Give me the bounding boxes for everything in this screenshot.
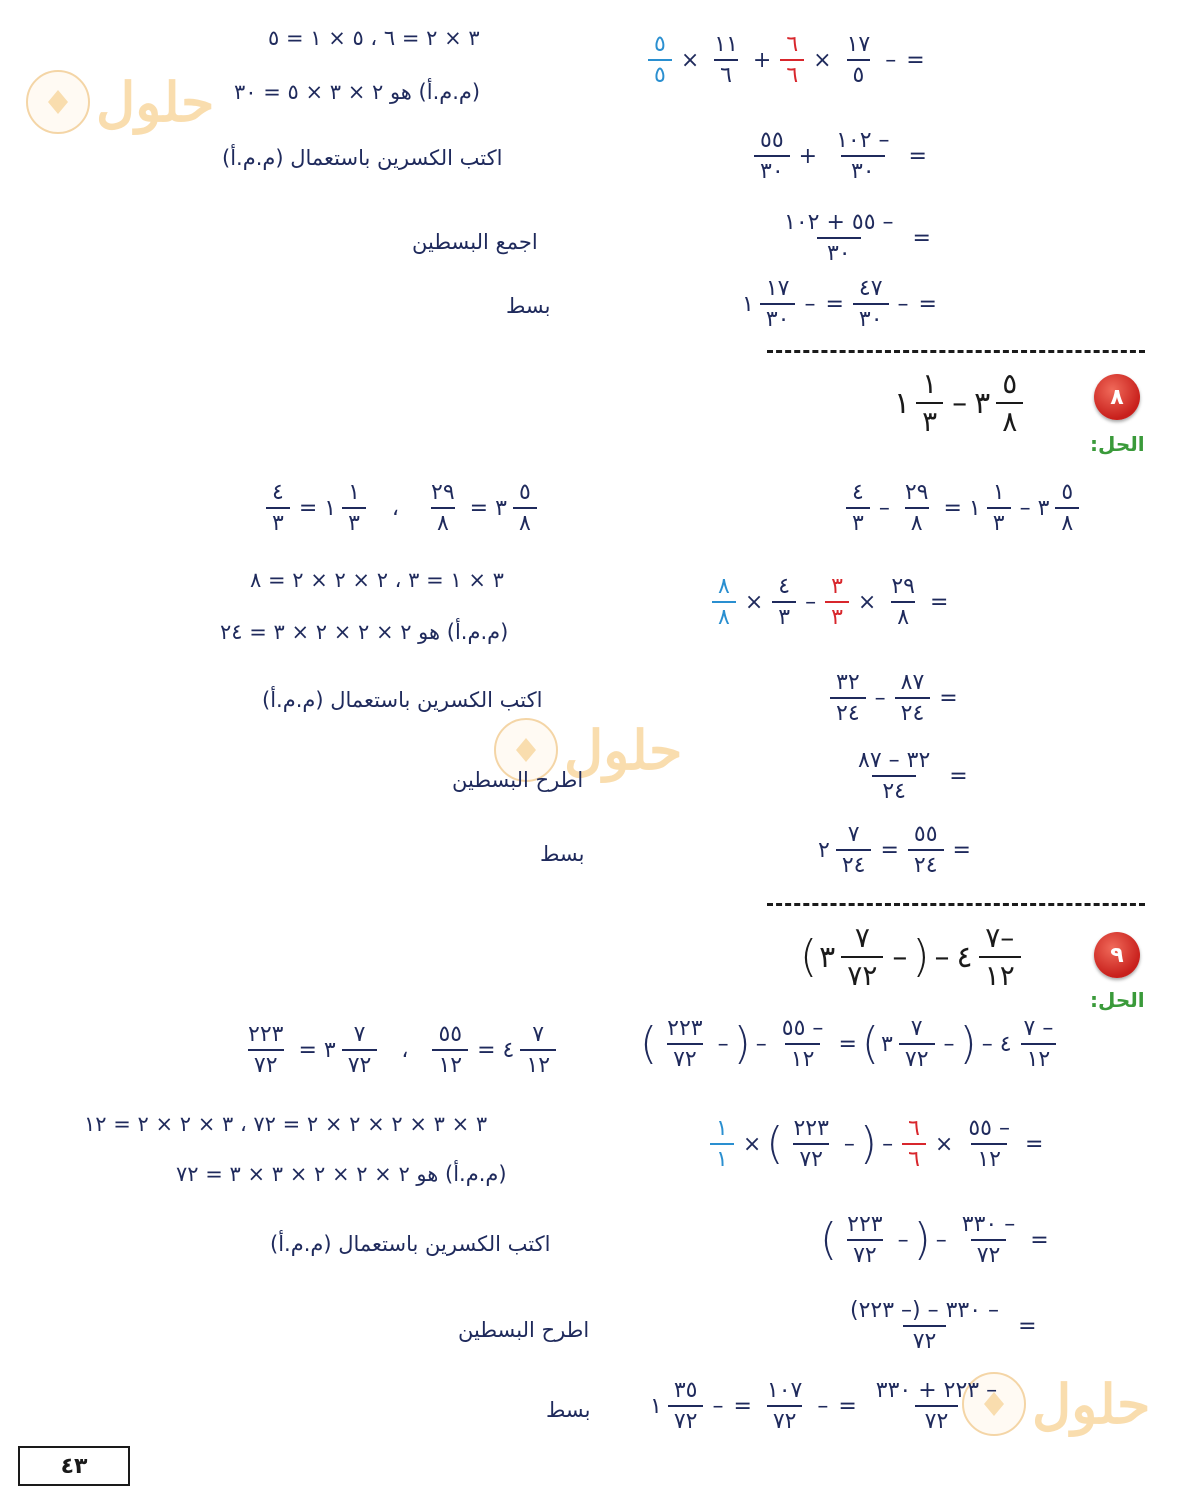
fraction: $\frac{٢٢٣}{٧٢}$ [793,1116,829,1173]
fraction: $\frac{٧}{٧٢}$ [841,922,883,992]
fraction: $\frac{٥}{٨}$ [996,368,1023,438]
fraction: $\frac{٢٢٣}{٧٢}$ [667,1016,703,1073]
p9-problem-expression: ( ٣ $\frac{٧}{٧٢}$ – ) – ٤ $\frac{٧-}{١٢}$ [800,922,1025,992]
fraction: $\frac{٥}{٨}$ [1055,480,1079,537]
p7-note-factors: ٣ × ٢ = ٦ ، ٥ × ١ = ٥ [268,26,480,50]
fraction: $\frac{٣٢}{٢٤}$ [830,670,866,727]
problem-number-badge: ٩ [1094,932,1140,978]
page-number: ٤٣ [18,1446,130,1486]
fraction: $\frac{١٧}{٣٠}$ [760,276,796,333]
fraction: $\frac{٤}{٣}$ [266,480,290,537]
p8-problem-expression: ١ $\frac{١}{٣}$ – ٣ $\frac{٥}{٨}$ [892,368,1027,438]
fraction: $\frac{٧}{٢٤}$ [836,822,872,879]
watermark-text: حلول [96,70,215,134]
p8-conversions: $\frac{٤}{٣}$ = ١ $\frac{١}{٣}$ ، $\frac{٢٩}{٨}$ = ٣ $\frac{٥}{٨}$ [262,480,541,537]
fraction: $\frac{٥٥ + ١٠٢ -}{٣٠}$ [784,210,894,267]
p8-note-factors: ٣ × ١ = ٣ ، ٢ × ٢ × ٢ = ٨ [250,568,504,592]
p7-step-2: $\frac{٥٥}{٣٠}$ + $\frac{١٠٢ -}{٣٠}$ = [750,128,932,185]
fraction: $\frac{٢٢٣}{٧٢}$ [248,1022,284,1079]
watermark-text: حلول [1032,1372,1151,1436]
fraction: $\frac{١}{٣}$ [916,368,943,438]
fraction: $\frac{٣٣٠ -}{٧٢}$ [961,1212,1016,1269]
p7-step-4: ١ $\frac{١٧}{٣٠}$ – = $\frac{٤٧}{٣٠}$ – = [742,276,937,333]
p7-note-simplify: بسط [506,294,551,318]
p8-note-lcm: (م.م.أ) هو ٢ × ٢ × ٢ × ٣ = ٢٤ [220,620,509,644]
fraction: $\frac{٣٢ - ٨٧}{٢٤}$ [858,748,931,805]
fraction: $\frac{٥٥}{١٢}$ [432,1022,468,1079]
p8-note-subtract: اطرح البسطين [452,768,584,792]
p9-step-4: $\frac{(٢٢٣ -) - ٣٣٠ -}{٧٢}$ = [836,1298,1042,1355]
p9-conversions: $\frac{٢٢٣}{٧٢}$ = ٣ $\frac{٧}{٧٢}$ ، $\frac{٥٥}{١٢}$ = ٤ $\frac{٧}{١٢}$ [238,1022,560,1079]
p8-note-simplify: بسط [540,842,585,866]
p7-note-lcm: (م.م.أ) هو ٢ × ٣ × ٥ = ٣٠ [234,80,481,104]
p7-step-1: $\frac{٥}{٥}$ × $\frac{١١}{٦}$ + $\frac{٦}{٦}$ × $\frac{١٧}{٥}$ – = [644,32,930,89]
p8-step-1: $\frac{٤}{٣}$ – $\frac{٢٩}{٨}$ = ١ $\frac{١}{٣}$ – ٣ $\frac{٥}{٨}$ [842,480,1083,537]
section-divider [767,350,1145,353]
p9-step-2: $\frac{١}{١}$ × ( $\frac{٢٢٣}{٧٢}$ – ) – $\frac{٦}{٦}$ × $\frac{٥٥ -}{١٢}$ = [706,1116,1048,1173]
watermark-text: حلول [564,718,683,782]
p9-note-lcm: (م.م.أ) هو ٢ × ٢ × ٢ × ٣ × ٣ = ٧٢ [176,1162,507,1186]
fraction: $\frac{١٠٧}{٧٢}$ [766,1378,803,1435]
fraction: $\frac{٦}{٦}$ [780,32,804,89]
fraction: $\frac{١}{٣}$ [987,480,1011,537]
fraction: $\frac{٥٥ -}{١٢}$ [781,1016,824,1073]
fraction: $\frac{٧ -}{١٢}$ [1018,1016,1060,1073]
p9-note-factors: ٣ × ٣ × ٢ × ٢ × ٢ = ٧٢ ، ٣ × ٢ × ٢ = ١٢ [84,1112,488,1136]
p7-note-rewrite: اكتب الكسرين باستعمال (م.م.أ) [222,146,503,170]
fraction: $\frac{٤}{٣}$ [772,574,796,631]
fraction: $\frac{٦}{٦}$ [902,1116,926,1173]
solution-label: الحل: [1090,432,1145,456]
fraction: $\frac{٤}{٣}$ [846,480,870,537]
p9-note-simplify: بسط [546,1398,591,1422]
lamp-icon [26,70,90,134]
problem-number-badge: ٨ [1094,374,1140,420]
fraction: $\frac{٧}{٧٢}$ [342,1022,378,1079]
fraction: $\frac{٨}{٨}$ [712,574,736,631]
p9-step-5: ١ $\frac{٣٥}{٧٢}$ – = $\frac{١٠٧}{٧٢}$ – = $\frac{٢٢٣ + ٣٣٠ -}{٧٢}$ [648,1378,1011,1435]
fraction: $\frac{٥٥}{٣٠}$ [754,128,790,185]
section-divider [767,903,1145,906]
fraction: $\frac{٧-}{١٢}$ [979,922,1021,992]
p7-note-add: اجمع البسطين [412,230,538,254]
fraction: $\frac{٢٢٣ + ٣٣٠ -}{٧٢}$ [875,1378,998,1435]
p8-step-4: $\frac{٣٢ - ٨٧}{٢٤}$ = [844,748,973,805]
fraction: $\frac{٢٩}{٨}$ [904,480,929,537]
p9-note-rewrite: اكتب الكسرين باستعمال (م.م.أ) [270,1232,551,1256]
fraction: $\frac{٢٩}{٨}$ [891,574,915,631]
watermark-logo [26,70,214,134]
fraction: $\frac{٢٢٣}{٧٢}$ [847,1212,883,1269]
fraction: $\frac{١٠٢ -}{٣٠}$ [836,128,890,185]
p8-step-3: $\frac{٣٢}{٢٤}$ – $\frac{٨٧}{٢٤}$ = [826,670,963,727]
fraction: $\frac{١}{٣}$ [342,480,366,537]
fraction: $\frac{٥}{٨}$ [513,480,537,537]
fraction: $\frac{٥}{٥}$ [648,32,672,89]
fraction: $\frac{٨٧}{٢٤}$ [895,670,931,727]
fraction: $\frac{١}{١}$ [710,1116,734,1173]
fraction: $\frac{٣}{٣}$ [825,574,849,631]
fraction: $\frac{٢٩}{٨}$ [431,480,455,537]
p9-step-1: ( $\frac{٢٢٣}{٧٢}$ – ) – $\frac{٥٥ -}{١٢}$ = ( ٣ $\frac{٧}{٧٢}$ – ) – ٤ $\frac{٧ -}{١٢}$ [640,1016,1063,1073]
fraction: $\frac{(٢٢٣ -) - ٣٣٠ -}{٧٢}$ [850,1298,1000,1355]
fraction: $\frac{٧}{٧٢}$ [899,1016,935,1073]
p9-note-subtract: اطرح البسطين [458,1318,590,1342]
fraction: $\frac{٥٥}{٢٤}$ [908,822,944,879]
p7-step-3: $\frac{٥٥ + ١٠٢ -}{٣٠}$ = [770,210,936,267]
p8-step-2: $\frac{٨}{٨}$ × $\frac{٤}{٣}$ – $\frac{٣}{٣}$ × $\frac{٢٩}{٨}$ = [708,574,953,631]
fraction: $\frac{٣٥}{٧٢}$ [668,1378,704,1435]
p8-step-5: ٢ $\frac{٧}{٢٤}$ = $\frac{٥٥}{٢٤}$ = [818,822,971,879]
fraction: $\frac{٧}{١٢}$ [520,1022,556,1079]
solution-label: الحل: [1090,988,1145,1012]
fraction: $\frac{١١}{٦}$ [714,32,738,89]
fraction: $\frac{٤٧}{٣٠}$ [853,276,889,333]
fraction: $\frac{١٧}{٥}$ [846,32,871,89]
p9-step-3: ( $\frac{٢٢٣}{٧٢}$ – ) – $\frac{٣٣٠ -}{٧٢}$ = [820,1212,1049,1269]
fraction: $\frac{٥٥ -}{١٢}$ [968,1116,1010,1173]
p8-note-rewrite: اكتب الكسرين باستعمال (م.م.أ) [262,688,543,712]
